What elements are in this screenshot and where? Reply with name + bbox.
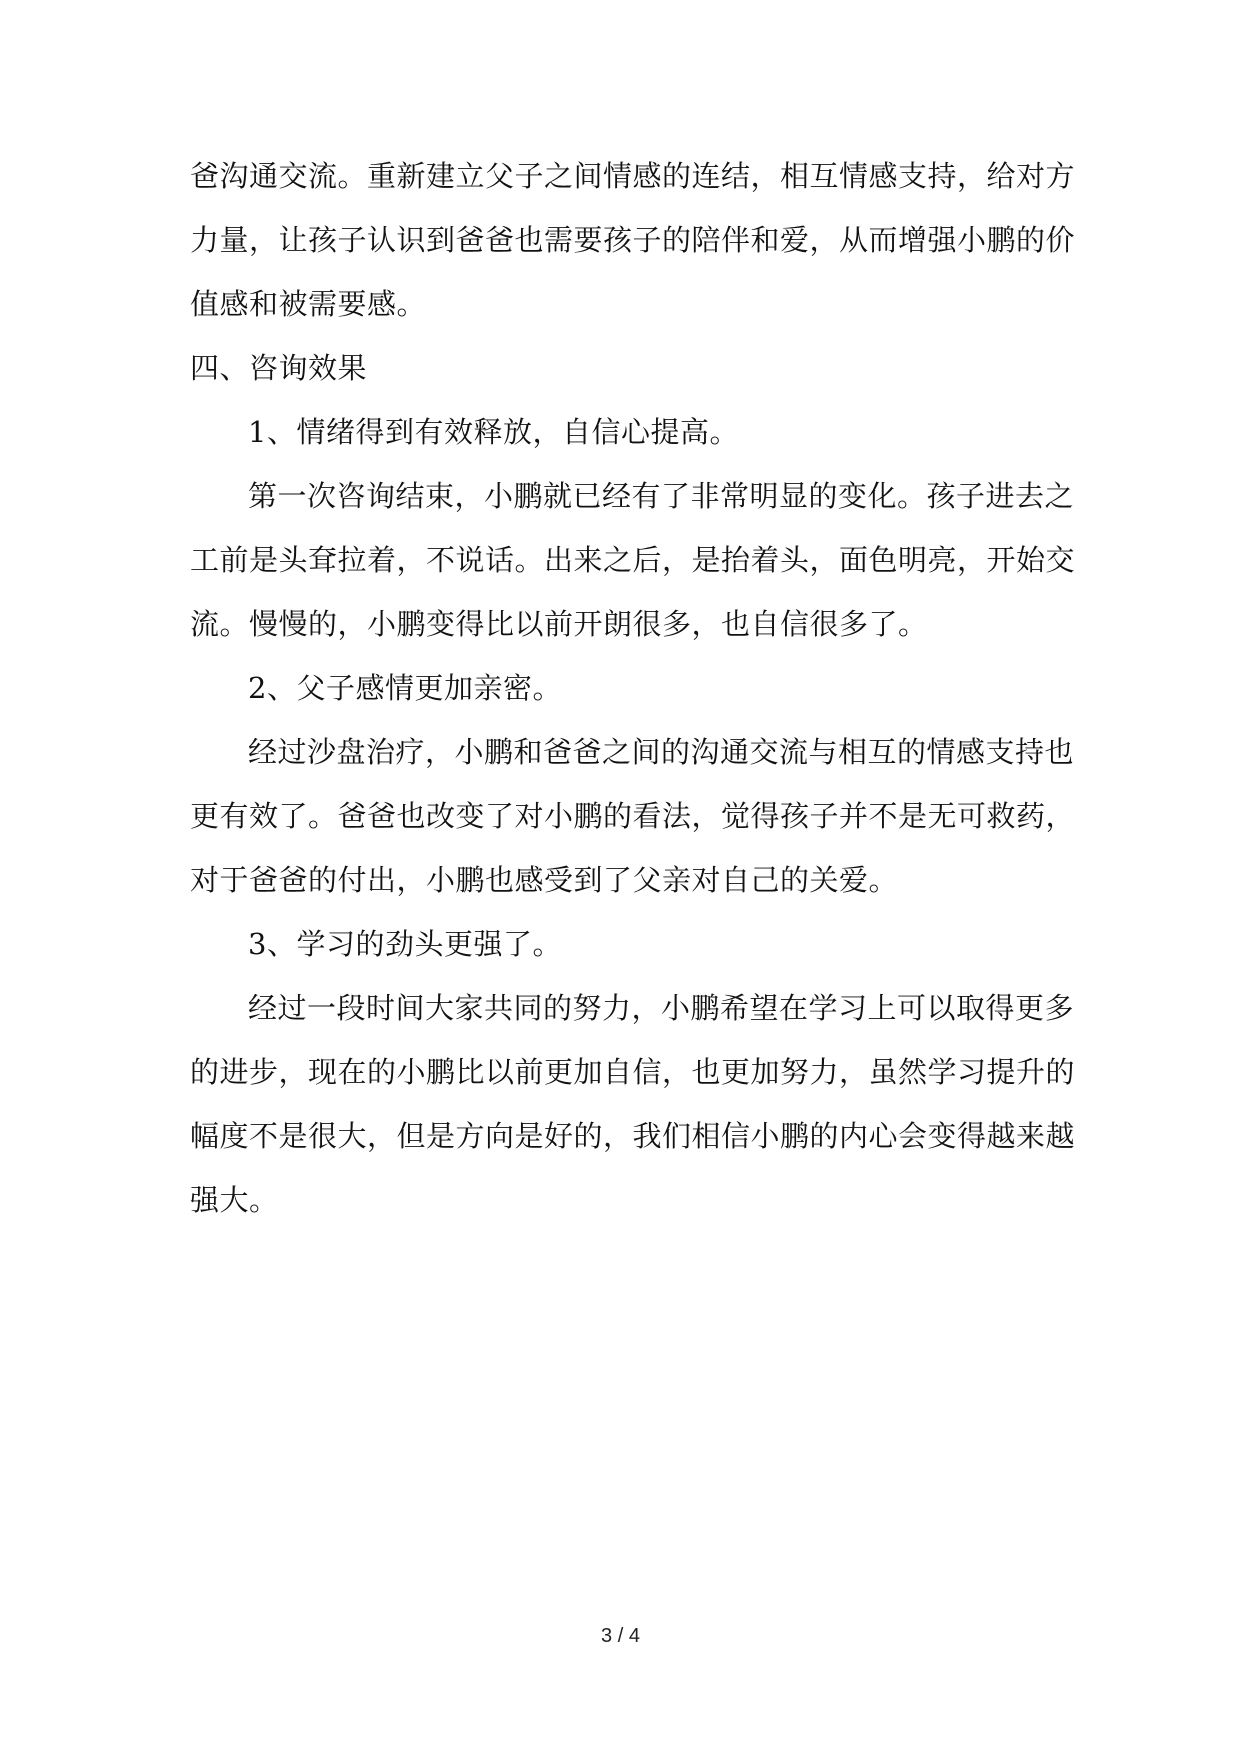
paragraph-line: 的进步，现在的小鹏比以前更加自信，也更加努力，虽然学习提升的 xyxy=(190,1055,1076,1089)
subheading: 2、父子感情更加亲密。 xyxy=(248,671,562,705)
paragraph-line: 爸沟通交流。重新建立父子之间情感的连结，相互情感支持，给对方 xyxy=(190,159,1076,193)
section-heading: 四、咨询效果 xyxy=(190,351,368,385)
page-number: 3 / 4 xyxy=(601,1625,640,1647)
paragraph-line: 值感和被需要感。 xyxy=(190,287,427,321)
paragraph-line: 更有效了。爸爸也改变了对小鹏的看法，觉得孩子并不是无可救药， xyxy=(190,799,1076,833)
paragraph-line: 工前是头耷拉着，不说话。出来之后，是抬着头，面色明亮，开始交 xyxy=(190,543,1076,577)
subheading: 3、学习的劲头更强了。 xyxy=(248,927,562,961)
paragraph-line: 幅度不是很大，但是方向是好的，我们相信小鹏的内心会变得越来越 xyxy=(190,1119,1076,1153)
paragraph-line: 经过沙盘治疗，小鹏和爸爸之间的沟通交流与相互的情感支持也 xyxy=(248,735,1075,769)
paragraph-line: 力量，让孩子认识到爸爸也需要孩子的陪伴和爱，从而增强小鹏的价 xyxy=(190,223,1076,257)
paragraph-line: 强大。 xyxy=(190,1183,279,1217)
paragraph-line: 对于爸爸的付出，小鹏也感受到了父亲对自己的关爱。 xyxy=(190,863,899,897)
paragraph-line: 第一次咨询结束，小鹏就已经有了非常明显的变化。孩子进去之 xyxy=(248,479,1075,513)
paragraph-line: 流。慢慢的，小鹏变得比以前开朗很多，也自信很多了。 xyxy=(190,607,928,641)
paragraph-line: 经过一段时间大家共同的努力，小鹏希望在学习上可以取得更多 xyxy=(248,991,1075,1025)
subheading: 1、情绪得到有效释放，自信心提高。 xyxy=(248,415,739,449)
